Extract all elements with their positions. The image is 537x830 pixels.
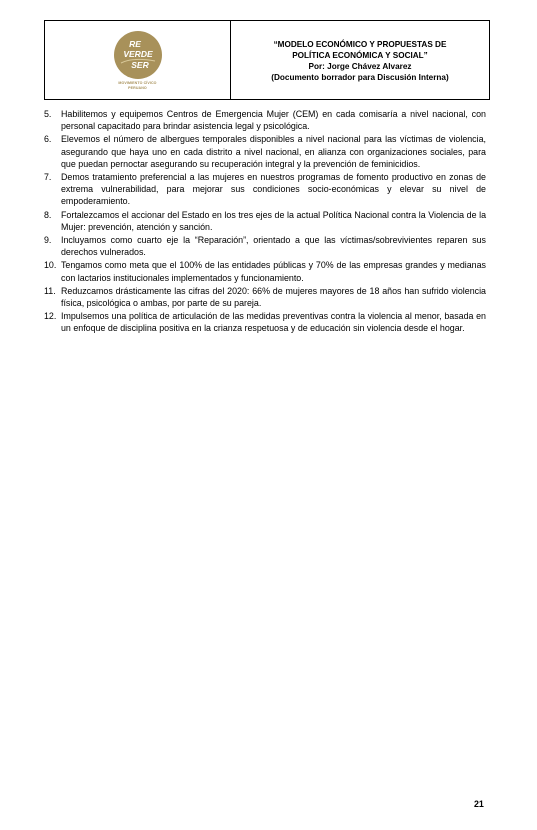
list-item (44, 209, 486, 233)
list-item (44, 285, 486, 309)
proposals-list (44, 108, 486, 336)
logo-cell (45, 21, 231, 99)
logo-caption-line: PERUANO (128, 85, 147, 90)
list-item-text: Tengamos como meta que el 100% de las entidades públicas y 70% de las empresas grandes y medianas con lactarios institucionales implementados y funcionamiento. (61, 260, 486, 283)
list-item-text: Incluyamos como cuarto eje la “Reparación”, orientado a que las víctimas/sobrevivientes reparen sus derechos vulnerados. (61, 235, 486, 258)
list-item (44, 133, 486, 170)
logo-caption-line: MOVIMIENTO CÍVICO (118, 81, 157, 85)
logo-lettering: VERDE (122, 49, 153, 59)
reverdeser-logo (113, 30, 163, 80)
header-title-block (231, 21, 489, 99)
list-item-number: 8. (44, 209, 52, 220)
list-item-number: 12. (44, 311, 57, 322)
list-item-number: 6. (44, 134, 52, 145)
list-item-number: 5. (44, 109, 52, 119)
list-item (44, 108, 486, 132)
document-subtitle: (Documento borrador para Discusión Interna) (271, 72, 449, 82)
list-item-text: Demos tratamiento preferencial a las mujeres en nuestros programas de fomento productivo en zonas de extrema vulnerabilidad, para mejorar sus condiciones socio-económicas y elevar su nivel de empoderamiento. (61, 172, 486, 207)
list-item-text: Reduzcamos drásticamente las cifras del 2020: 66% de mujeres mayores de 18 años han sufrido violencia física, psicológica o ambas, por parte de su pareja. (61, 285, 486, 309)
document-author: Por: Jorge Chávez Alvarez (308, 61, 412, 71)
document-title-line-2: POLÍTICA ECONÓMICA Y SOCIAL” (292, 50, 428, 60)
list-item-number: 11. (44, 285, 56, 296)
list-item (44, 234, 486, 258)
document-header (44, 20, 490, 100)
list-item (44, 171, 486, 208)
document-title-line-1: “MODELO ECONÓMICO Y PROPUESTAS DE (273, 39, 447, 49)
list-item-number: 10. (44, 260, 57, 271)
list-item-text: Elevemos el número de albergues temporales disponibles a nivel nacional para las víctimas de violencia, asegurando que haya uno en cada distrito a nivel nacional, en alianza con organizaciones sociales, para que puedan pernoctar asegurando su recuperación integral y la prevención de feminicidios. (61, 134, 486, 169)
list-item (44, 259, 486, 283)
list-item (44, 310, 486, 334)
page-number: 21 (474, 799, 484, 809)
logo-lettering: RE (128, 39, 141, 49)
logo-caption (118, 81, 156, 90)
list-item-text: Habilitemos y equipemos Centros de Emergencia Mujer (CEM) en cada comisaría a nivel nacional, con personal capacitado para brindar asistencia legal y psicológica. (61, 109, 486, 132)
list-item-number: 9. (44, 235, 52, 246)
list-item-number: 7. (44, 172, 52, 183)
logo-lettering: SER (130, 60, 149, 70)
list-item-text: Impulsemos una política de articulación de las medidas preventivas contra la violencia al menor, basada en un enfoque de disciplina positiva en la crianza respetuosa y de educación sin violencia desde el hogar. (61, 311, 486, 334)
list-item-text: Fortalezcamos el accionar del Estado en los tres ejes de la actual Política Nacional contra la Violencia de la Mujer: prevención, atención y sanción. (61, 209, 486, 232)
